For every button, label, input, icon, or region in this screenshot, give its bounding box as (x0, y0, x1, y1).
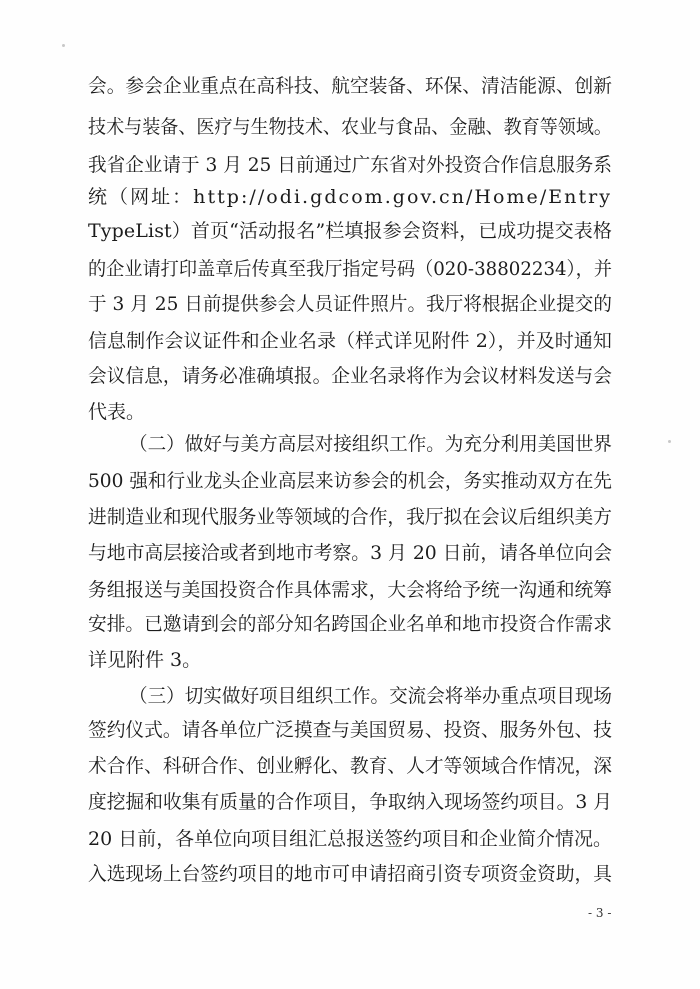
text-line: 信息制作会议证件和企业名录（样式详见附件 2），并及时通知 (88, 330, 612, 352)
text-line: 的企业请打印盖章后传真至我厅指定号码（020-38802234），并 (88, 258, 612, 280)
text-line: 代表。 (88, 401, 146, 423)
section-heading-line: （二）做好与美方高层对接组织工作。为充分利用美国世界 (129, 433, 612, 455)
text-line: 20 日前，各单位向项目组汇总报送签约项目和企业简介情况。 (88, 828, 612, 850)
scan-speck (668, 440, 671, 443)
text-line: TypeList）首页“活动报名”栏填报参会资料，已成功提交表格 (88, 220, 612, 242)
section-heading-line: （三）切实做好项目组织工作。交流会将举办重点项目现场 (129, 685, 612, 707)
text-line: 会议信息，请务必准确填报。企业名录将作为会议材料发送与会 (88, 365, 612, 387)
text-line: 我省企业请于 3 月 25 日前通过广东省对外投资合作信息服务系 (88, 154, 612, 176)
text-line: 入选现场上台签约项目的地市可申请招商引资专项资金资助，具 (88, 863, 612, 885)
text-line: 度挖掘和收集有质量的合作项目，争取纳入现场签约项目。3 月 (88, 791, 612, 813)
text-line: 安排。已邀请到会的部分知名跨国企业名单和地市投资合作需求 (88, 613, 612, 635)
text-line: 签约仪式。请各单位广泛摸查与美国贸易、投资、服务外包、技 (88, 719, 612, 741)
text-line: 务组报送与美国投资合作具体需求，大会将给予统一沟通和统筹 (88, 579, 612, 601)
text-line: 500 强和行业龙头企业高层来访参会的机会，务实推动双方在先 (88, 470, 612, 492)
text-line: 进制造业和现代服务业等领域的合作，我厅拟在会议后组织美方 (88, 506, 612, 528)
text-line: 会。参会企业重点在高科技、航空装备、环保、清洁能源、创新 (88, 75, 612, 97)
text-line: 详见附件 3。 (88, 649, 202, 671)
text-line: 统（网址：http://odi.gdcom.gov.cn/Home/Entry (88, 186, 612, 208)
text-line: 技术与装备、医疗与生物技术、农业与食品、金融、教育等领域。 (88, 116, 612, 138)
page-number: - 3 - (588, 906, 612, 920)
text-line: 术合作、科研合作、创业孵化、教育、人才等领域合作情况，深 (88, 755, 612, 777)
text-line: 于 3 月 25 日前提供参会人员证件照片。我厅将根据企业提交的 (88, 293, 612, 315)
text-line: 与地市高层接洽或者到地市考察。3 月 20 日前，请各单位向会 (88, 542, 612, 564)
scan-speck (62, 44, 65, 47)
